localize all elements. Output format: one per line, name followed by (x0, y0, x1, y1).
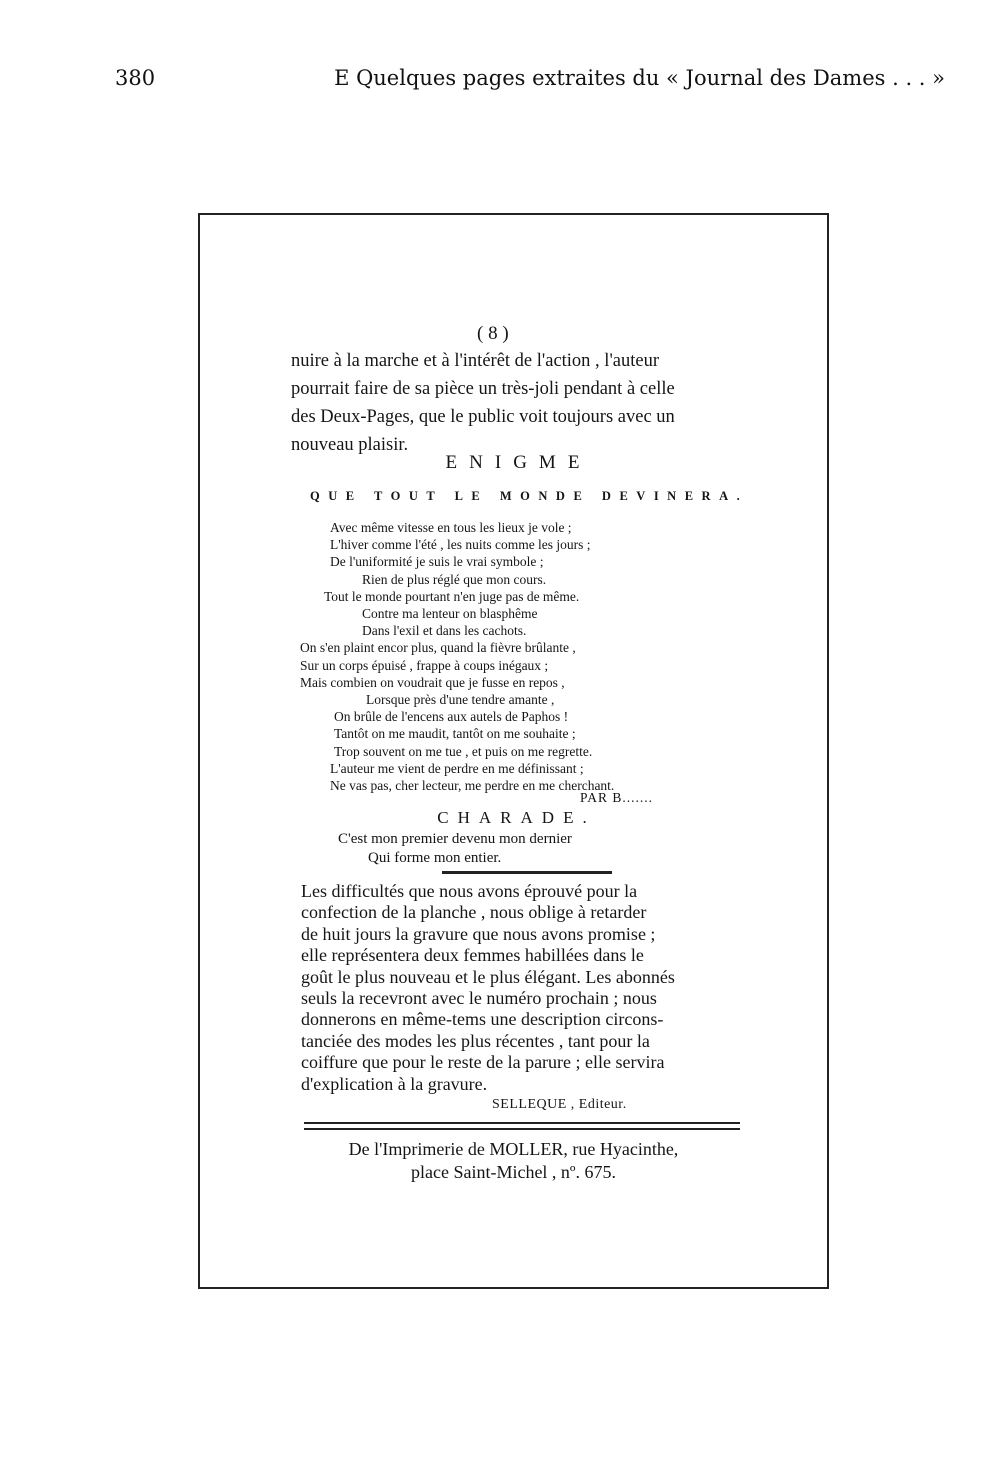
poem-line: Dans l'exil et dans les cachots. (362, 623, 527, 639)
charade-line: C'est mon premier devenu mon dernier (338, 831, 572, 847)
section-divider (442, 871, 612, 874)
charade-title: CHARADE. (437, 808, 596, 827)
text-line: nouveau plaisir. (291, 435, 409, 455)
poem-line: De l'uniformité je suis le vrai symbole ; (330, 554, 544, 570)
notice-line: tanciée des modes les plus récentes , tant pour la (301, 1030, 650, 1051)
notice-line: donnerons en même-tems une description circons- (301, 1009, 664, 1030)
charade-text (338, 830, 572, 868)
double-rule-top (304, 1122, 740, 1124)
notice-line: confection de la planche , nous oblige à retarder (301, 902, 647, 923)
poem-line: Mais combien on voudrait que je fusse en repos , (300, 674, 565, 690)
notice-line: Les difficultés que nous avons éprouvé pour la (301, 881, 638, 901)
enigme-title: ENIGME (445, 452, 592, 473)
poem-line: Tout le monde pourtant n'en juge pas de même. (324, 588, 580, 604)
notice-line: d'explication à la gravure. (301, 1073, 488, 1094)
imprint-line: place Saint-Michel , nº. 675. (410, 1162, 617, 1182)
text-line: nuire à la marche et à l'intérêt de l'action , l'auteur (291, 351, 660, 371)
imprint-line: De l'Imprimerie de MOLLER, rue Hyacinthe, (348, 1139, 679, 1159)
poem-line: L'hiver comme l'été , les nuits comme les jours ; (330, 537, 591, 553)
poem-line: Ne vas pas, cher lecteur, me perdre en me cherchant. (330, 778, 615, 794)
poem-line: Lorsque près d'une tendre amante , (366, 692, 555, 708)
notice-line: coiffure que pour le reste de la parure ; elle servira (301, 1052, 665, 1073)
notice-line: elle représentera deux femmes habillées dans le (301, 945, 644, 966)
poem-line: Tantôt on me maudit, tantôt on me souhaite ; (334, 726, 576, 742)
facsimile-plate (198, 213, 829, 1289)
text-line: des Deux-Pages, que le public voit toujours avec un (291, 407, 675, 427)
imprint (200, 1138, 827, 1184)
publisher-notice (301, 881, 747, 1095)
poem-line: Rien de plus réglé que mon cours. (362, 571, 547, 587)
poem-line: Avec même vitesse en tous les lieux je vole ; (330, 520, 572, 535)
poem-line: On brûle de l'encens aux autels de Paphos ! (334, 709, 569, 725)
text-line: pourrait faire de sa pièce un très-joli pendant à celle (291, 379, 675, 399)
charade-line: Qui forme mon entier. (368, 850, 502, 866)
enigme-signature: PAR B....... (580, 790, 654, 805)
double-rule-bottom (304, 1128, 740, 1130)
poem-line: On s'en plaint encor plus, quand la fièvre brûlante , (300, 640, 576, 656)
notice-line: seuls la recevront avec le numéro prochain ; nous (301, 988, 657, 1009)
editor-signature: SELLEQUE , Editeur. (492, 1097, 627, 1112)
notice-line: de huit jours la gravure que nous avons promise ; (301, 923, 656, 944)
intro-paragraph (291, 347, 741, 459)
poem-line: Contre ma lenteur on blasphême (362, 606, 538, 622)
notice-line: goût le plus nouveau et le plus élégant. Les abonnés (301, 966, 675, 987)
poem-line: L'auteur me vient de perdre en me définissant ; (330, 760, 584, 776)
poem-line: Trop souvent on me tue , et puis on me regrette. (334, 743, 593, 759)
enigme-subtitle: QUE TOUT LE MONDE DEVINERA. (310, 489, 749, 503)
running-head (0, 66, 1000, 102)
page-number: 380 (115, 66, 156, 90)
enigme-poem (300, 519, 614, 794)
facsimile-folio: ( 8 ) (477, 323, 509, 344)
poem-line: Sur un corps épuisé , frappe à coups inégaux ; (300, 657, 549, 673)
running-title: E Quelques pages extraites du « Journal des Dames . . . » (334, 66, 945, 90)
